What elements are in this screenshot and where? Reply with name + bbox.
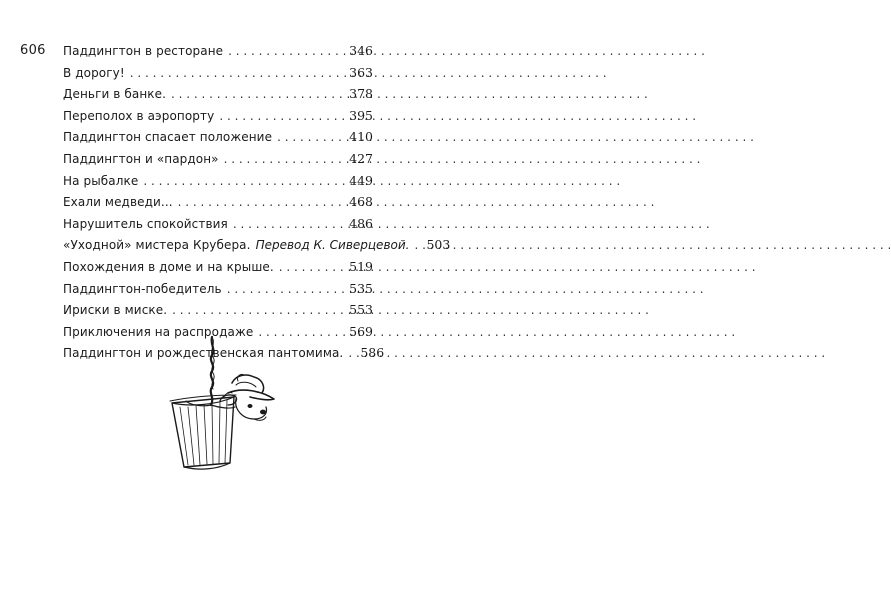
toc-entry — [63, 278, 373, 300]
toc-entry-title: Паддингтон в ресторане — [63, 44, 224, 58]
toc-entry-page: 395 — [349, 107, 373, 123]
toc-entry — [63, 191, 373, 213]
toc-leader-dots — [224, 149, 346, 171]
toc-entry-title: Деньги в банке. — [63, 87, 167, 102]
toc-entry — [63, 83, 373, 105]
toc-leader-dots — [227, 279, 345, 301]
toc-leader-dots — [279, 257, 345, 279]
toc-entry-title: Приключения на распродаже — [63, 324, 254, 339]
toc-leader-dots — [228, 41, 345, 63]
bear-in-bucket-icon — [150, 335, 285, 475]
page-number: 606 — [20, 43, 46, 58]
toc-entry — [63, 170, 373, 192]
toc-entry — [63, 126, 373, 148]
toc-entry-page: 535 — [349, 280, 373, 296]
toc-leader-dots — [178, 192, 345, 214]
toc-entry-title: Паддингтон и рождественская пантомима. — [63, 346, 344, 361]
toc-leader-dots — [414, 235, 422, 257]
toc-entry-page: 410 — [349, 129, 373, 145]
toc-entry-page: 378 — [349, 86, 373, 102]
toc-entry-title: На рыбалке — [63, 173, 139, 188]
toc-leader-dots — [277, 127, 345, 149]
toc-entry-title: Ехали медведи... — [63, 195, 173, 210]
toc-leader-dots — [143, 171, 345, 193]
toc-entry-page: 427 — [349, 150, 373, 166]
toc-leader-dots — [172, 300, 345, 322]
toc-entry — [63, 62, 373, 84]
toc-entry — [63, 256, 373, 278]
toc-entry-page: 569 — [349, 323, 373, 339]
toc-entry — [63, 299, 373, 321]
toc-entry-title: Паддингтон спасает положение — [63, 130, 273, 145]
toc-entry — [63, 234, 451, 256]
toc-entry-page: 363 — [349, 64, 373, 80]
toc-entry-page: 449 — [349, 172, 373, 188]
toc-entry-title: Нарушитель спокойствия — [63, 216, 228, 231]
toc-entry — [63, 40, 373, 62]
toc-entry — [63, 105, 373, 127]
toc-entry-page: 346 — [349, 43, 373, 58]
toc-entry-title: Похождения в доме и на крыше. — [63, 259, 274, 274]
toc-entry-title: Переполох в аэропорту — [63, 108, 215, 123]
toc-entry-page: 519 — [349, 258, 373, 274]
toc-entry-title: «Уходной» мистера Крубера. — [63, 238, 251, 253]
toc-entry-page: 586 — [360, 345, 385, 361]
toc-leader-dots — [219, 106, 345, 128]
toc-entry-page: 553 — [349, 302, 373, 318]
toc-leader-dots — [233, 214, 345, 236]
toc-entry-title: В дорогу! — [63, 65, 125, 80]
toc-entry — [63, 148, 373, 170]
toc-entry-title: Паддингтон и «пардон» — [63, 151, 219, 166]
toc-entry-title: Паддингтон-победитель — [63, 281, 222, 296]
toc-leader-dots — [130, 63, 345, 85]
toc-entry-page: 486 — [349, 215, 373, 231]
table-of-contents — [63, 40, 451, 364]
toc-entry-page: 503 — [426, 237, 451, 253]
toc-leader-dots — [171, 84, 345, 106]
toc-entry-title: Ириски в миске. — [63, 303, 168, 318]
toc-entry — [63, 213, 373, 235]
toc-entry-page: 468 — [349, 194, 373, 210]
toc-entry-translator: Перевод К. Сиверцевой. — [255, 238, 410, 253]
toc-leader-dots — [348, 343, 356, 365]
